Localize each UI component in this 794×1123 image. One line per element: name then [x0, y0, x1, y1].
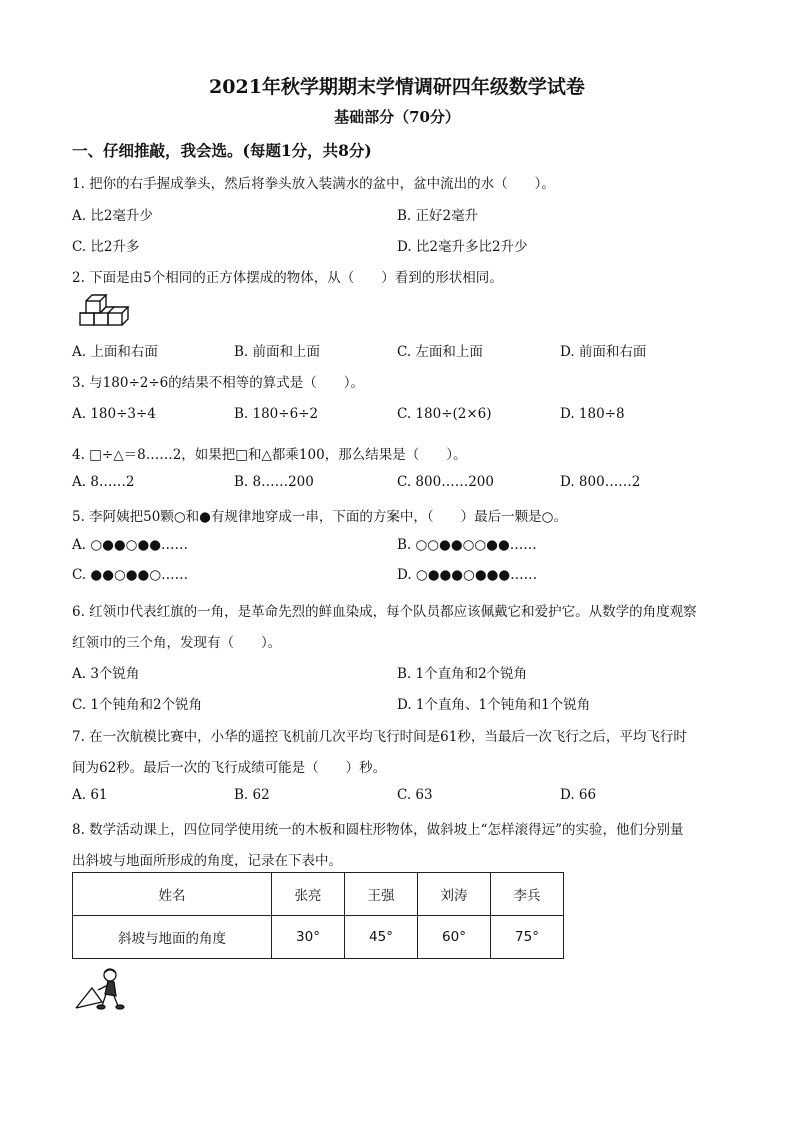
question-6-option-a: A. 3个锐角: [72, 666, 140, 682]
question-6-stem-line-2: 红领巾的三个角，发现有（ ）。: [72, 635, 282, 651]
section-heading: 一、仔细推敲，我会选。(每题1分，共8分): [72, 141, 372, 160]
cube-stack-figure: [78, 293, 142, 329]
question-4-stem: 4. □÷△＝8……2，如果把□和△都乘100，那么结果是（ ）。: [72, 447, 467, 463]
table-cell: 斜坡与地面的角度: [73, 916, 272, 959]
question-7-option-b: B. 62: [234, 787, 270, 803]
question-3-option-d: D. 180÷8: [560, 406, 625, 422]
question-7-option-d: D. 66: [560, 787, 597, 803]
table-cell: 75°: [491, 916, 564, 959]
question-1-option-d: D. 比2毫升多比2升少: [397, 239, 528, 255]
question-2-option-c: C. 左面和上面: [397, 344, 483, 360]
page-subtitle: 基础部分（70分）: [334, 108, 460, 126]
question-3-option-a: A. 180÷3÷4: [72, 406, 156, 422]
question-4-option-d: D. 800……2: [560, 474, 641, 490]
question-1-stem: 1. 把你的右手握成拳头，然后将拳头放入装满水的盆中，盆中流出的水（ ）。: [72, 176, 555, 192]
question-1-option-a: A. 比2毫升少: [72, 208, 153, 224]
question-2-option-b: B. 前面和上面: [234, 344, 321, 360]
table-header-cell: 张亮: [272, 873, 345, 916]
table-cell: 60°: [418, 916, 491, 959]
question-2-option-d: D. 前面和右面: [560, 344, 647, 360]
question-3-option-b: B. 180÷6÷2: [234, 406, 319, 422]
question-5-option-d: D. ○●●●○●●●……: [397, 567, 538, 583]
table-header-cell: 刘涛: [418, 873, 491, 916]
question-7-stem-line-1: 7. 在一次航模比赛中，小华的遥控飞机前几次平均飞行时间是61秒，当最后一次飞行之后，平均飞行时: [72, 729, 687, 745]
table-row: [73, 873, 564, 916]
table-header-cell: 王强: [345, 873, 418, 916]
angle-table: [72, 872, 564, 959]
table-cell: 45°: [345, 916, 418, 959]
question-3-stem: 3. 与180÷2÷6的结果不相等的算式是（ ）。: [72, 375, 364, 391]
question-1-option-c: C. 比2升多: [72, 239, 140, 255]
question-3-option-c: C. 180÷(2×6): [397, 406, 492, 422]
table-cell: 30°: [272, 916, 345, 959]
question-5-option-c: C. ●●○●●○……: [72, 567, 189, 583]
table-row: [73, 916, 564, 959]
question-5-option-a: A. ○●●○●●……: [72, 537, 189, 553]
question-6-option-d: D. 1个直角、1个钝角和1个锐角: [397, 697, 591, 713]
question-8-stem-line-1: 8. 数学活动课上，四位同学使用统一的木板和圆柱形物体，做斜坡上“怎样滚得远”的实验，他们分别量: [72, 822, 684, 838]
question-7-stem-line-2: 间为62秒。最后一次的飞行成绩可能是（ ）秒。: [72, 760, 387, 776]
question-2-option-a: A. 上面和右面: [72, 344, 158, 360]
question-4-option-b: B. 8……200: [234, 474, 314, 490]
question-7-option-a: A. 61: [72, 787, 108, 803]
question-4-option-c: C. 800……200: [397, 474, 494, 490]
question-6-option-c: C. 1个钝角和2个锐角: [72, 697, 203, 713]
question-8-stem-line-2: 出斜坡与地面所形成的角度，记录在下表中。: [72, 853, 342, 869]
question-4-option-a: A. 8……2: [72, 474, 135, 490]
question-2-stem: 2. 下面是由5个相同的正方体摆成的物体，从（ ）看到的形状相同。: [72, 270, 503, 286]
question-5-option-b: B. ○○●●○○●●……: [397, 537, 537, 553]
question-6-stem-line-1: 6. 红领巾代表红旗的一角，是革命先烈的鲜血染成，每个队员都应该佩戴它和爱护它。从数学的角度观察: [72, 604, 697, 620]
question-5-stem: 5. 李阿姨把50颗○和●有规律地穿成一串，下面的方案中，（ ）最后一颗是○。: [72, 509, 567, 525]
question-6-option-b: B. 1个直角和2个锐角: [397, 666, 528, 682]
table-header-cell: 姓名: [73, 873, 272, 916]
page-title: 2021年秋学期期末学情调研四年级数学试卷: [209, 76, 585, 98]
table-header-cell: 李兵: [491, 873, 564, 916]
question-1-option-b: B. 正好2毫升: [397, 208, 479, 224]
child-with-ramp-illustration: [72, 966, 128, 1014]
question-7-option-c: C. 63: [397, 787, 433, 803]
